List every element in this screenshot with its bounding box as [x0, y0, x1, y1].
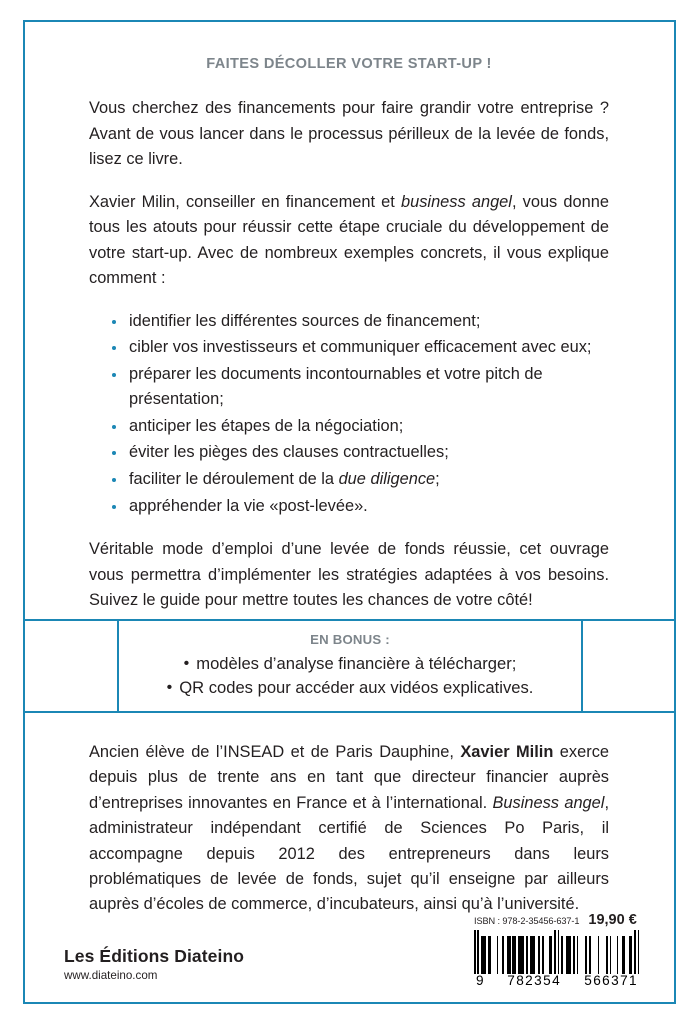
barcode [474, 930, 640, 988]
barcode-group-1: 782354 [507, 973, 562, 988]
bonus-item-label: QR codes pour accéder aux vidéos explicatives. [179, 678, 534, 697]
barcode-bars [474, 930, 640, 974]
blurb-p2-part2: , vous donne tous les atouts pour réussir cette étape cruciale du développement de votre start-up. Avec de nombreux exemples concrets, il vous explique comment : [89, 192, 609, 287]
isbn-number: ISBN : 978-2-35456-637-1 [474, 916, 580, 926]
page-title: FAITES DÉCOLLER VOTRE START-UP ! [206, 56, 492, 72]
bio-part2: exerce depuis plus de trente ans en tant que directeur financier auprès d’entreprises innovantes en France et à l’international. [89, 743, 609, 812]
list-item [111, 467, 609, 493]
list-item-part2: ; [435, 470, 440, 489]
author-name: Xavier Milin [460, 743, 554, 761]
list-item: anticiper les étapes de la négociation; [111, 414, 609, 440]
blurb-paragraph-1: Vous cherchez des financements pour faire grandir votre entreprise ? Avant de vous lancer dans le processus périlleux de la levée de fonds, lisez ce livre. [89, 99, 609, 168]
bullet-icon: • [166, 679, 173, 696]
list-item [167, 652, 534, 676]
bio-part3: , administrateur indépendant certifié de Sciences Po Paris, il accompagne depuis 2012 des entrepreneurs dans leurs problématiques de levée de fonds, sujet qu’il enseigne par ailleurs auprès d’écoles de commerce, d’incubateurs, ainsi qu’à l’université. [89, 793, 609, 914]
blurb-closing-paragraph: Véritable mode d’emploi d’une levée de fonds réussie, cet ouvrage vous permettra d’implémenter les stratégies adaptées à vos besoins. Suivez le guide pour mettre toutes les chances de votre côté! [89, 540, 609, 610]
blurb-paragraph-2 [89, 190, 609, 292]
bonus-title: EN BONUS : [310, 632, 390, 647]
blurb-p2-italic: business angel [401, 192, 512, 211]
author-bio-paragraph [89, 740, 609, 918]
bonus-list [167, 652, 534, 700]
list-item: préparer les documents incontournables et votre pitch de présentation; [111, 362, 609, 413]
bonus-item-label: modèles d’analyse financière à télécharger; [196, 654, 517, 673]
list-item [167, 676, 534, 700]
list-item: éviter les pièges des clauses contractuelles; [111, 440, 609, 466]
list-item: cibler vos investisseurs et communiquer efficacement avec eux; [111, 335, 609, 361]
barcode-lead-digit: 9 [476, 973, 485, 988]
list-item-part1: faciliter le déroulement de la [129, 470, 339, 489]
barcode-digits [474, 973, 640, 988]
bonus-box-right-divider [581, 619, 583, 713]
blurb-section [89, 56, 609, 614]
barcode-group-2: 566371 [584, 973, 638, 988]
publisher-block [64, 946, 244, 982]
bullet-icon: • [183, 655, 190, 672]
price-label: 19,90 € [588, 912, 637, 928]
isbn-barcode-block [474, 912, 640, 988]
divider-below-bonus-box [23, 711, 676, 713]
bio-part1: Ancien élève de l’INSEAD et de Paris Dauphine, [89, 743, 461, 761]
isbn-price-line [474, 912, 640, 928]
feature-list [89, 309, 609, 520]
list-item-italic: due diligence [338, 470, 436, 489]
publisher-name: Les Éditions Diateino [64, 946, 245, 966]
list-item: appréhender la vie «post-levée». [111, 494, 609, 520]
publisher-url[interactable]: www.diateino.com [64, 969, 158, 982]
bonus-box [119, 621, 581, 711]
blurb-p2-part1: Xavier Milin, conseiller en financement et [89, 192, 401, 211]
list-item: identifier les différentes sources de financement; [111, 309, 609, 335]
author-bio-section [89, 740, 609, 918]
bio-italic-phrase: Business angel [492, 793, 605, 812]
